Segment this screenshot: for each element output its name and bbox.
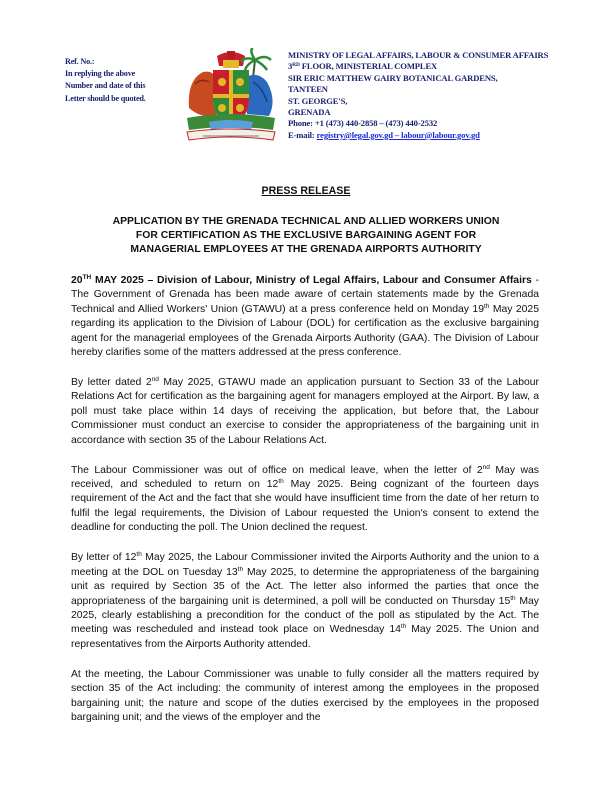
ordinal: th [278, 478, 284, 486]
ref-line: Letter should be quoted. [65, 93, 146, 103]
dateline-day: 20 [71, 275, 83, 286]
paragraph-text: May was received, and scheduled to return on 12 [71, 464, 539, 491]
email-line [288, 130, 588, 141]
address-area: TANTEEN [288, 84, 328, 95]
address-gardens: SIR ERIC MATTHEW GAIRY BOTANICAL GARDENS, [288, 72, 498, 83]
paragraph-text: By letter dated 2 [71, 377, 152, 389]
paragraph-meeting-invite [71, 551, 539, 652]
headline-line: MANAGERIAL EMPLOYEES AT THE GRENADA AIRPORTS AUTHORITY [130, 244, 482, 255]
ref-line: Number and date of this [65, 81, 146, 91]
floor-ordinal: RD [292, 62, 300, 69]
phone-label: Phone: [288, 118, 313, 129]
paragraph-text: May 2025, to determine the appropriateness of the bargaining unit as required by Section 35 of the Act. The letter also informed the parties that once the appropriateness of the bargaining unit is determined, a poll will be conducted on Thursday 15 [71, 566, 539, 607]
paragraph-text: The Labour Commissioner was out of office on medical leave, when the letter of 2 [71, 464, 483, 476]
paragraph-text: May 2025, GTAWU made an application pursuant to Section 33 of the Labour Relations Act for certification as the bargaining agent for managers employed at the Airport. By law, a poll must take place within 14 days of receiving the application, but before that, the Labour Commissioner must conduct an exercise to consider the appropriateness of the bargaining unit in accordance with section 35 of the Labour Relations Act. [71, 377, 539, 446]
ref-line: Ref. No.: [65, 57, 95, 66]
press-release-body [71, 274, 539, 741]
ordinal: th [237, 565, 244, 573]
dateline-ordinal: TH [82, 274, 92, 281]
dateline-text: MAY 2025 – Division of Labour, Ministry of Legal Affairs, Labour and Consumer Affairs [91, 275, 532, 286]
floor-number: 3 [288, 61, 293, 72]
ref-line: In replying the above [65, 69, 136, 79]
paragraph-intro [71, 274, 539, 360]
ordinal: th [400, 623, 407, 631]
email-label: E-mail: [288, 129, 315, 140]
phone-value: +1 (473) 440-2858 – (473) 440-2532 [312, 118, 438, 129]
paragraph-application [71, 376, 539, 448]
coat-of-arms-icon [183, 48, 279, 148]
address-floor [288, 61, 588, 72]
ordinal: th [510, 594, 516, 602]
dateline [71, 275, 532, 286]
ministry-address [288, 50, 588, 141]
paragraph-text: May 2025 regarding its application to the Division of Labour (DOL) for certification as the exclusive bargaining agent for the managerial employees of the Grenada Airports Authority (GAA). The Division of Labour hereby clarifies some of the matters addressed at the press conference. [71, 303, 539, 359]
ordinal: th [136, 551, 142, 559]
ordinal: nd [482, 463, 490, 471]
ordinal: th [483, 302, 490, 310]
paragraph-text: May 2025. Being cognizant of the fourteen days requirement of the Act and the fact that she would have insufficient time from the date of her return to fulfil the legal requirements, the Division of Labour requested the Union's consent to extend the deadline for conducting the poll. The Union declined the request. [71, 479, 539, 534]
paragraph-text: May 2025, the Labour Commissioner invited the Airports Authority and the union to a meeting at the DOL on Tuesday 13 [71, 552, 539, 578]
floor-text: FLOOR, MINISTERIAL COMPLEX [299, 61, 438, 72]
paragraph-commissioner-leave [71, 464, 539, 536]
paragraph-text: By letter of 12 [71, 552, 137, 564]
ordinal: nd [151, 376, 159, 384]
paragraph-text: May 2025. The Union and representatives from the Airports Authority attended. [71, 624, 539, 650]
paragraph-meeting-outcome: At the meeting, the Labour Commissioner was unable to fully consider all the matters required by section 35 of the Act including: the community of interest among the employees in the proposed bargaining unit; the nature and scope of the duties exercised by the employees in the proposed bargaining unit; and the views of the employer and the [71, 668, 539, 723]
press-release-label: PRESS RELEASE [261, 185, 351, 197]
email-link[interactable]: registry@legal.gov.gd – labour@labour.gov.gd [316, 129, 480, 140]
press-release-headline [40, 215, 572, 257]
headline-line: FOR CERTIFICATION AS THE EXCLUSIVE BARGAINING AGENT FOR [135, 230, 477, 241]
address-country: GRENADA [288, 107, 331, 118]
ministry-name: MINISTRY OF LEGAL AFFAIRS, LABOUR & CONSUMER AFFAIRS [288, 50, 549, 60]
address-town: ST. GEORGE'S, [288, 95, 348, 106]
paragraph-text: May 2025, clearly establishing a precondition for the conduct of the poll as stipulated by the Act. The meeting was rescheduled and instead took place on Wednesday 14 [71, 595, 539, 636]
headline-line: APPLICATION BY THE GRENADA TECHNICAL AND ALLIED WORKERS UNION [112, 216, 500, 227]
reference-note [65, 56, 180, 105]
phone-line [288, 118, 588, 129]
paragraph-text: - The Government of Grenada has been made aware of certain statements made by the Grenada Technical and Allied Workers' Union (GTAWU) at a press conference held on Monday 19 [71, 275, 540, 315]
